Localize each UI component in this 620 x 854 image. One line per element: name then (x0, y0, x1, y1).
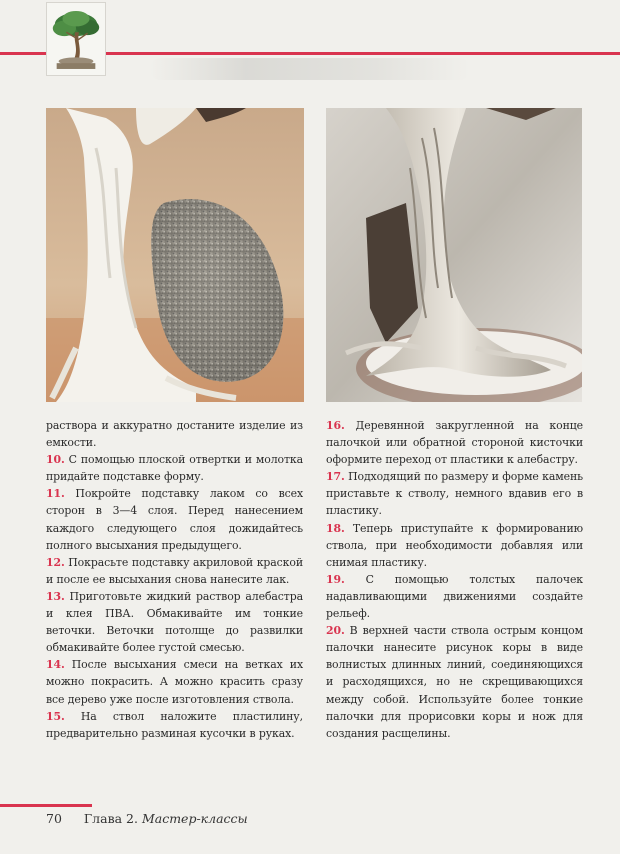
step-paragraph: 10. С помощью плоской отвертки и молотка придайте подставке форму. (46, 453, 303, 484)
text-column-left (46, 417, 303, 742)
photo-tree-trunk-relief (326, 108, 582, 402)
text-column-right (326, 417, 583, 742)
photo-tree-trunk-with-stone (46, 108, 304, 402)
step-paragraph: 12. Покрасьте подставку акриловой краской и после ее высыхания снова нанесите лак. (46, 555, 303, 586)
bonsai-tree-icon (47, 3, 105, 75)
header-decoration (150, 58, 470, 80)
step-paragraph: 14. После высыхания смеси на ветках их можно покрасить. А можно красить сразу все дерево уже после изготовления ствола. (46, 658, 303, 706)
step-paragraph: 15. На ствол наложите пластилину, предварительно разминая кусочки в руках. (46, 709, 303, 740)
step-paragraph: 13. Приготовьте жидкий раствор алебастра и клея ПВА. Обмакивайте им тонкие веточки. Веточки потолще до развилки обмакивайте более густой смесью. (46, 589, 303, 655)
step-paragraph: раствора и аккуратно достаните изделие из емкости. (46, 419, 303, 450)
footer-rule (0, 804, 92, 807)
page-number: 70 (46, 811, 62, 826)
step-paragraph: 19. С помощью толстых палочек надавливающими движениями создайте рельеф. (326, 572, 583, 621)
chapter-title: Глава 2. (83, 811, 138, 826)
step-paragraph: 16. Деревянной закругленной на конце палочкой или обратной стороной кисточки оформите переход от пластики к алебастру. (326, 419, 583, 467)
step-paragraph: 18. Теперь приступайте к формированию ствола, при необходимости добавляя или снимая пластику. (326, 521, 583, 569)
page-footer (46, 811, 248, 826)
chapter-subtitle: Мастер-классы (141, 811, 248, 826)
step-paragraph: 11. Покройте подставку лаком со всех сторон в 3—4 слоя. Перед нанесением каждого следующего слоя дожидайтесь полного высыхания предыдущего. (46, 487, 303, 552)
step-paragraph: 20. В верхней части ствола острым концом палочки нанесите рисунок коры в виде волнистых длинных линий, соединяющихся и расходящихся, но не скрещивающихся между собой. Используйте более тонкие палочки для прорисовки коры и нож для создания расщелины. (326, 624, 583, 740)
step-paragraph: 17. Подходящий по размеру и форме камень приставьте к стволу, немного вдавив его в пластику. (326, 470, 583, 518)
header-tree-thumbnail (46, 2, 106, 76)
